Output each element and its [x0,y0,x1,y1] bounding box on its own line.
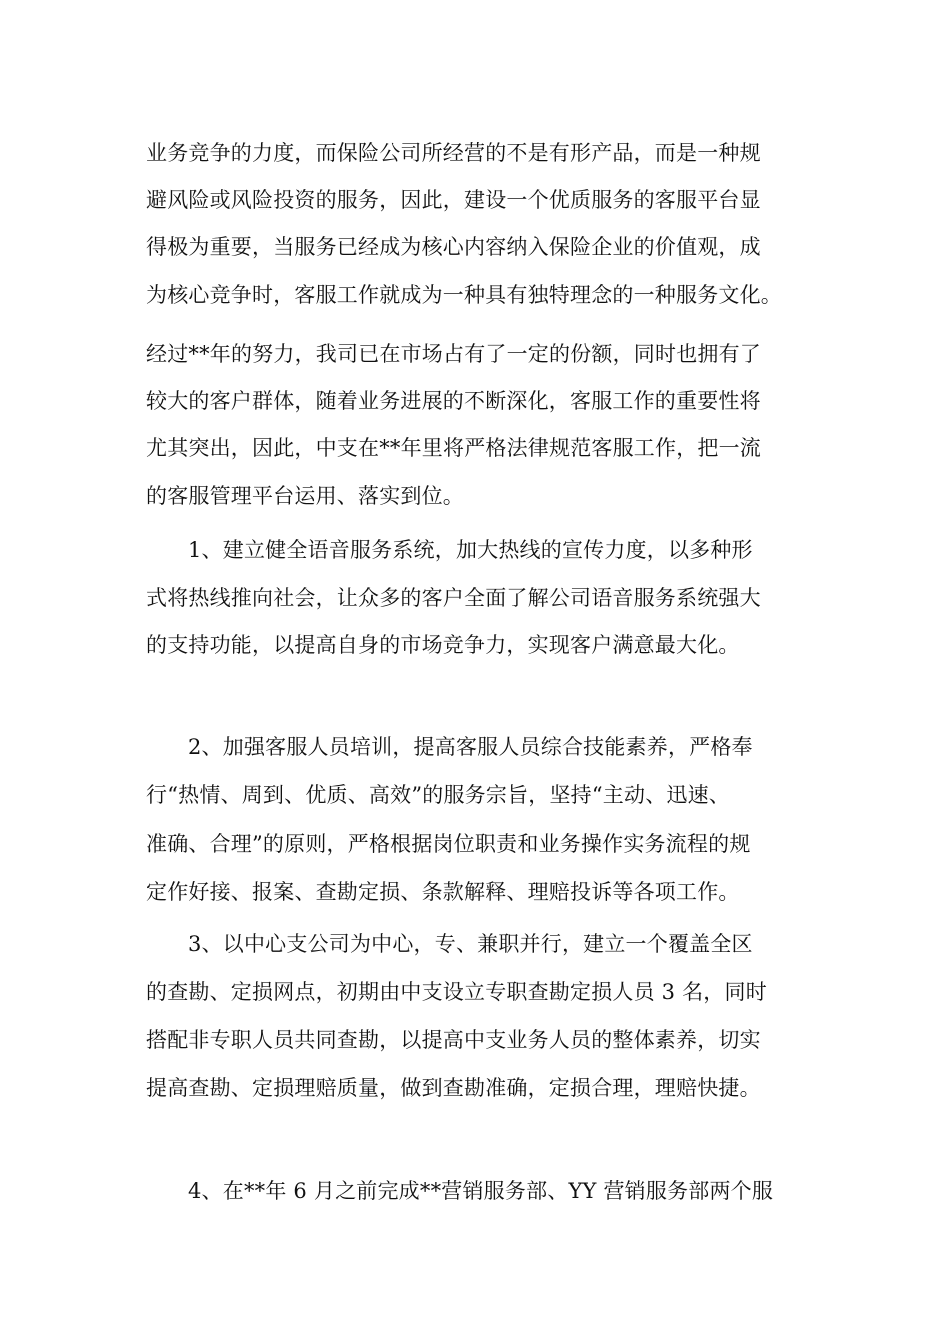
text-line: 为核心竞争时，客服工作就成为一种具有独特理念的一种服务文化。 [146,283,782,307]
text-line: 提高查勘、定损理赔质量，做到查勘准确，定损合理，理赔快捷。 [146,1076,761,1100]
paragraph-4-first-line: 4、在**年 6 月之前完成**营销服务部、YY 营销服务部两个服 [188,1179,774,1203]
paragraph-1-first-line: 1、建立健全语音服务系统，加大热线的宣传力度，以多种形 [188,538,753,562]
text-line: 搭配非专职人员共同查勘，以提高中支业务人员的整体素养，切实 [146,1028,761,1052]
text-line: 式将热线推向社会，让众多的客户全面了解公司语音服务系统强大 [146,586,761,610]
text-line: 定作好接、报案、查勘定损、条款解释、理赔投诉等各项工作。 [146,880,740,904]
text-line: 尤其突出，因此，中支在**年里将严格法律规范客服工作，把一流 [146,436,761,460]
text-line: 经过**年的努力，我司已在市场占有了一定的份额，同时也拥有了 [146,342,761,366]
text-line: 的支持功能，以提高自身的市场竞争力，实现客户满意最大化。 [146,633,740,657]
text-line: 的查勘、定损网点，初期由中支设立专职查勘定损人员 3 名，同时 [146,980,767,1004]
text-line: 得极为重要，当服务已经成为核心内容纳入保险企业的价值观，成 [146,235,761,259]
text-line: 避风险或风险投资的服务，因此，建设一个优质服务的客服平台显 [146,188,761,212]
paragraph-3-first-line: 3、以中心支公司为中心，专、兼职并行，建立一个覆盖全区 [188,932,753,956]
text-line: 准确、合理”的原则，严格根据岗位职责和业务操作实务流程的规 [146,832,751,856]
text-line: 行“热情、周到、优质、高效”的服务宗旨，坚持“主动、迅速、 [146,783,731,807]
text-line: 的客服管理平台运用、落实到位。 [146,484,464,508]
text-line: 较大的客户群体，随着业务进展的不断深化，客服工作的重要性将 [146,389,761,413]
paragraph-2-first-line: 2、加强客服人员培训，提高客服人员综合技能素养，严格奉 [188,735,753,759]
text-line: 业务竞争的力度，而保险公司所经营的不是有形产品，而是一种规 [146,141,761,165]
